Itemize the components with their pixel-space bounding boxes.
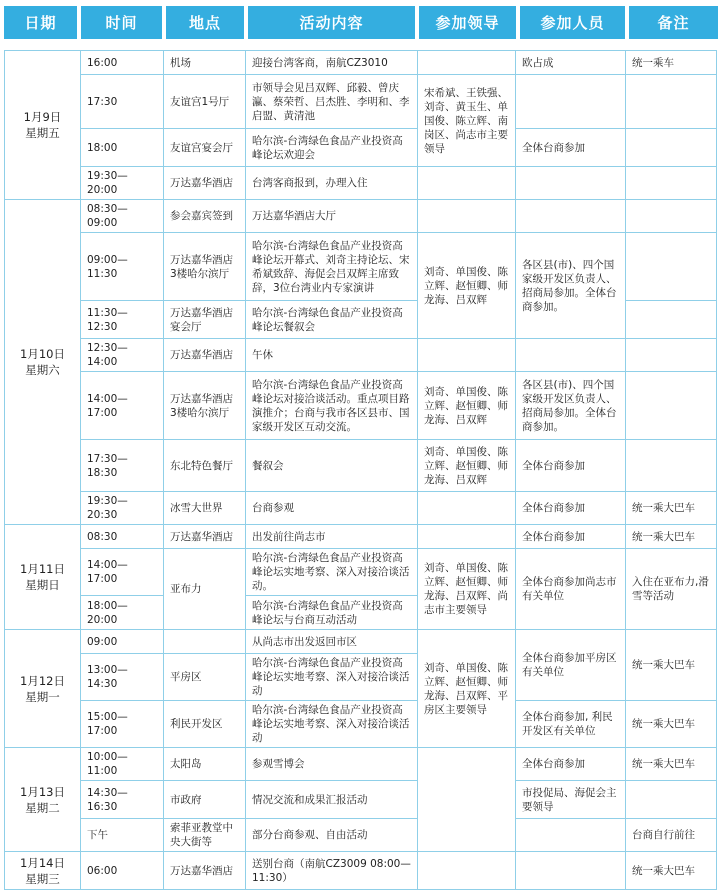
content-cell: 餐叙会 — [246, 440, 418, 492]
time-cell: 18:00 — [81, 129, 164, 167]
content-cell: 哈尔滨-台湾绿色食品产业投资高峰论坛实地考察、深入对接洽谈活动。 — [246, 549, 418, 596]
content-cell: 从尚志市出发返回市区 — [246, 630, 418, 654]
table-row — [5, 701, 717, 748]
content-cell: 迎接台湾客商，南航CZ3010 — [246, 51, 418, 75]
date-label: 1月11日 — [20, 562, 65, 576]
place-cell: 东北特色餐厅 — [164, 440, 246, 492]
time-cell: 10:00—11:00 — [81, 748, 164, 781]
participants-cell: 全体台商参加 — [516, 492, 626, 525]
time-cell: 17:30 — [81, 75, 164, 129]
participants-cell: 全体台商参加 — [516, 129, 626, 167]
table-row — [5, 748, 717, 781]
content-cell: 哈尔滨-台湾绿色食品产业投资高峰论坛对接洽谈活动。重点项目路演推介；台商与我市各区县市、国家级开发区互动交流。 — [246, 372, 418, 440]
notes-cell: 统一乘大巴车 — [626, 492, 717, 525]
date-label: 1月13日 — [20, 784, 65, 799]
place-cell: 太阳岛 — [164, 748, 246, 781]
header-time: 时间 — [81, 6, 162, 39]
notes-cell — [626, 75, 717, 129]
leaders-cell: 刘奇、单国俊、陈立辉、赵恒卿、师龙海、吕双辉 — [418, 372, 516, 440]
place-cell: 友谊宫宴会厅 — [164, 129, 246, 167]
table-row — [5, 339, 717, 372]
table-row — [5, 492, 717, 525]
notes-cell — [626, 167, 717, 200]
content-cell: 哈尔滨-台湾绿色食品产业投资高峰论坛欢迎会 — [246, 129, 418, 167]
time-cell: 14:00—17:00 — [81, 549, 164, 596]
time-cell: 19:30—20:00 — [81, 167, 164, 200]
place-cell: 万达嘉华酒店 — [164, 339, 246, 372]
leaders-cell — [418, 748, 516, 852]
weekday-label: 星期一 — [25, 689, 60, 704]
date-cell — [5, 630, 81, 748]
place-cell: 友谊宫1号厅 — [164, 75, 246, 129]
time-cell: 下午 — [81, 819, 164, 852]
participants-cell: 市投促局、海促会主要领导 — [516, 781, 626, 819]
place-cell: 利民开发区 — [164, 701, 246, 748]
time-cell: 17:30—18:30 — [81, 440, 164, 492]
table-row — [5, 372, 717, 440]
weekday-label: 星期六 — [25, 363, 60, 377]
leaders-cell — [418, 492, 516, 525]
content-cell: 哈尔滨-台湾绿色食品产业投资高峰论坛与台商互动活动 — [246, 596, 418, 630]
leaders-cell — [418, 339, 516, 372]
content-cell: 市领导会见吕双辉、邱毅、曾庆瀛、蔡荣哲、吕杰胜、李明和、李启盟、黄清池 — [246, 75, 418, 129]
time-cell: 19:30—20:30 — [81, 492, 164, 525]
content-cell: 台商参观 — [246, 492, 418, 525]
participants-cell: 各区县(市)、四个国家级开发区负责人、招商局参加。全体台商参加。 — [516, 372, 626, 440]
time-cell: 14:00—17:00 — [81, 372, 164, 440]
place-cell: 机场 — [164, 51, 246, 75]
weekday-label: 星期二 — [25, 800, 60, 815]
header-content: 活动内容 — [248, 6, 415, 39]
place-cell: 亚布力 — [164, 549, 246, 630]
time-cell: 13:00—14:30 — [81, 654, 164, 701]
place-cell: 万达嘉华酒店 — [164, 167, 246, 200]
table-row — [5, 233, 717, 301]
table-row — [5, 51, 717, 75]
content-cell: 哈尔滨-台湾绿色食品产业投资高峰论坛开幕式、刘奇主持论坛、宋希斌致辞、海促会吕双辉主席致辞，3位台湾业内专家演讲 — [246, 233, 418, 301]
header-participants: 参加人员 — [520, 6, 625, 39]
time-cell: 09:00—11:30 — [81, 233, 164, 301]
schedule-table — [4, 50, 717, 890]
participants-cell — [516, 852, 626, 890]
place-cell: 冰雪大世界 — [164, 492, 246, 525]
weekday-label: 星期三 — [25, 871, 60, 886]
table-row — [5, 129, 717, 167]
leaders-cell — [418, 852, 516, 890]
time-cell: 18:00—20:00 — [81, 596, 164, 630]
notes-cell — [626, 372, 717, 440]
notes-cell: 统一乘大巴车 — [626, 852, 717, 890]
date-label: 1月9日 — [23, 110, 62, 124]
participants-cell: 全体台商参加 — [516, 748, 626, 781]
content-cell: 哈尔滨-台湾绿色食品产业投资高峰论坛实地考察、深入对接洽谈活动 — [246, 654, 418, 701]
table-row — [5, 167, 717, 200]
notes-cell: 统一乘大巴车 — [626, 748, 717, 781]
header-notes: 备注 — [629, 6, 718, 39]
leaders-cell — [418, 51, 516, 75]
notes-cell: 入住在亚布力,滑雪等活动 — [626, 549, 717, 630]
weekday-label: 星期日 — [25, 578, 60, 592]
leaders-cell: 刘奇、单国俊、陈立辉、赵恒卿、师龙海、吕双辉、平房区主要领导 — [418, 630, 516, 748]
time-cell: 06:00 — [81, 852, 164, 890]
content-cell: 出发前往尚志市 — [246, 525, 418, 549]
notes-cell — [626, 129, 717, 167]
participants-cell: 全体台商参加平房区有关单位 — [516, 630, 626, 701]
place-cell — [164, 630, 246, 654]
content-cell: 台湾客商报到，办理入住 — [246, 167, 418, 200]
leaders-cell — [418, 200, 516, 233]
table-row — [5, 819, 717, 852]
content-cell: 情况交流和成果汇报活动 — [246, 781, 418, 819]
table-row — [5, 781, 717, 819]
participants-cell — [516, 339, 626, 372]
participants-cell: 欧占成 — [516, 51, 626, 75]
date-cell — [5, 748, 81, 852]
date-cell — [5, 51, 81, 200]
place-cell: 万达嘉华酒店宴会厅 — [164, 301, 246, 339]
time-cell: 09:00 — [81, 630, 164, 654]
place-cell: 万达嘉华酒店3楼哈尔滨厅 — [164, 233, 246, 301]
time-cell: 15:00—17:00 — [81, 701, 164, 748]
place-cell: 平房区 — [164, 654, 246, 701]
leaders-cell: 刘奇、单国俊、陈立辉、赵恒卿、师龙海、吕双辉 — [418, 233, 516, 339]
date-label: 1月12日 — [20, 673, 65, 688]
weekday-label: 星期五 — [25, 126, 60, 140]
place-cell: 万达嘉华酒店 — [164, 852, 246, 890]
table-row — [5, 549, 717, 596]
date-label: 1月14日 — [20, 855, 65, 870]
table-row — [5, 440, 717, 492]
content-cell: 送别台商（南航CZ3009 08:00—11:30） — [246, 852, 418, 890]
notes-cell: 统一乘大巴车 — [626, 630, 717, 701]
content-cell: 参观雪博会 — [246, 748, 418, 781]
place-cell: 市政府 — [164, 781, 246, 819]
participants-cell: 全体台商参加, 利民开发区有关单位 — [516, 701, 626, 748]
notes-cell — [626, 339, 717, 372]
participants-cell — [516, 75, 626, 129]
time-cell: 14:30—16:30 — [81, 781, 164, 819]
participants-cell — [516, 819, 626, 852]
table-row — [5, 630, 717, 654]
content-cell: 万达嘉华酒店大厅 — [246, 200, 418, 233]
notes-cell: 统一乘大巴车 — [626, 525, 717, 549]
notes-cell — [626, 781, 717, 819]
leaders-cell — [418, 525, 516, 549]
leaders-cell: 宋希斌、王铁强、刘奇、黄玉生、单国俊、陈立辉、南岗区、尚志市主要领导 — [418, 75, 516, 167]
content-cell: 午休 — [246, 339, 418, 372]
leaders-cell — [418, 167, 516, 200]
participants-cell: 全体台商参加 — [516, 440, 626, 492]
notes-cell: 统一乘大巴车 — [626, 701, 717, 748]
time-cell: 11:30—12:30 — [81, 301, 164, 339]
notes-cell: 统一乘车 — [626, 51, 717, 75]
table-row — [5, 852, 717, 890]
place-cell: 万达嘉华酒店 — [164, 525, 246, 549]
date-cell — [5, 525, 81, 630]
content-cell: 哈尔滨-台湾绿色食品产业投资高峰论坛餐叙会 — [246, 301, 418, 339]
time-cell: 16:00 — [81, 51, 164, 75]
participants-cell: 各区县(市)、四个国家级开发区负责人、招商局参加。全体台商参加。 — [516, 233, 626, 339]
place-cell: 索菲亚教堂中央大街等 — [164, 819, 246, 852]
table-header — [4, 6, 716, 39]
notes-cell — [626, 440, 717, 492]
place-cell: 参会嘉宾签到 — [164, 200, 246, 233]
time-cell: 12:30—14:00 — [81, 339, 164, 372]
place-cell: 万达嘉华酒店3楼哈尔滨厅 — [164, 372, 246, 440]
date-cell — [5, 852, 81, 890]
leaders-cell: 刘奇、单国俊、陈立辉、赵恒卿、师龙海、吕双辉、尚志市主要领导 — [418, 549, 516, 630]
notes-cell: 台商自行前往 — [626, 819, 717, 852]
table-row — [5, 525, 717, 549]
notes-cell — [626, 301, 717, 339]
notes-cell — [626, 200, 717, 233]
date-cell — [5, 200, 81, 525]
header-date: 日期 — [4, 6, 77, 39]
leaders-cell: 刘奇、单国俊、陈立辉、赵恒卿、师龙海、吕双辉 — [418, 440, 516, 492]
time-cell: 08:30 — [81, 525, 164, 549]
participants-cell — [516, 167, 626, 200]
content-cell: 哈尔滨-台湾绿色食品产业投资高峰论坛实地考察、深入对接洽谈活动 — [246, 701, 418, 748]
time-cell: 08:30—09:00 — [81, 200, 164, 233]
table-row — [5, 75, 717, 129]
date-label: 1月10日 — [20, 347, 65, 361]
header-place: 地点 — [166, 6, 244, 39]
header-leaders: 参加领导 — [419, 6, 516, 39]
content-cell: 部分台商参观、自由活动 — [246, 819, 418, 852]
participants-cell: 全体台商参加尚志市有关单位 — [516, 549, 626, 630]
notes-cell — [626, 233, 717, 301]
participants-cell: 全体台商参加 — [516, 525, 626, 549]
table-row — [5, 200, 717, 233]
participants-cell — [516, 200, 626, 233]
